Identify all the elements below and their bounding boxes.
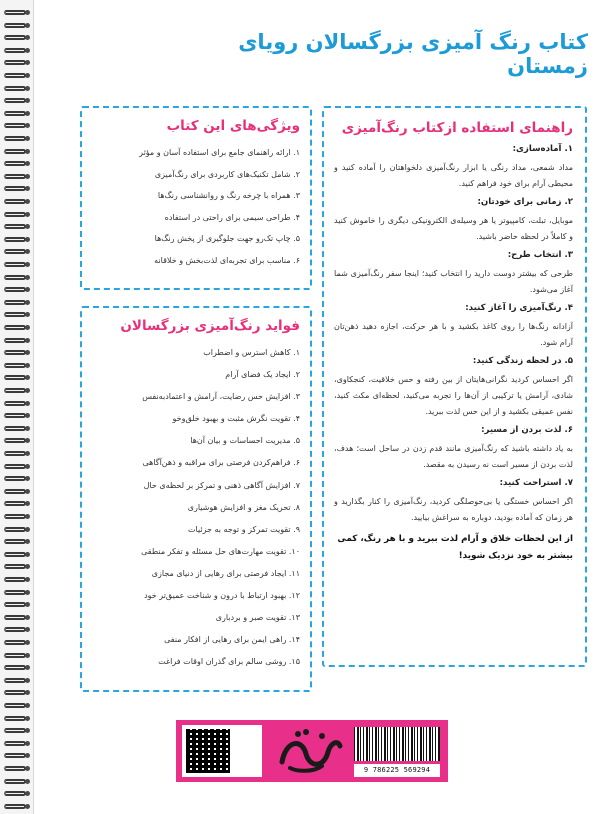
guide-step (334, 356, 573, 420)
guide-step-body: موبایل، تبلت، کامپیوتر یا هر وسیله‌ی الکترونیکی دیگری را خاموش کنید و کاملاً در لحظه حاضر باشید. (334, 216, 573, 241)
guide-step (334, 144, 573, 192)
list-item: ۶. مناسب برای تجربه‌ای لذت‌بخش و خلاقانه (154, 255, 300, 265)
spiral-coil (4, 222, 30, 231)
spiral-coil (4, 562, 30, 571)
spiral-coil (4, 134, 30, 143)
spiral-coil (4, 588, 30, 597)
guide-step-heading: ۲. زمانی برای خودتان: (477, 197, 573, 207)
page-title: کتاب رنگ آمیزی بزرگسالان رویای زمستان (238, 30, 588, 78)
spiral-coil (4, 764, 30, 773)
spiral-coil (4, 210, 30, 219)
spiral-coil (4, 474, 30, 483)
list-item: ۵. مدیریت احساسات و بیان آن‌ها (190, 436, 300, 446)
spiral-coil (4, 310, 30, 319)
spiral-coil (4, 525, 30, 534)
guide-step-body: طرحی که بیشتر دوست دارید را انتخاب کنید؛ اینجا سفر رنگ‌آمیزی شما آغاز می‌شود. (334, 269, 573, 294)
qr-code-area (182, 725, 262, 777)
list-item: ۴. تقویت نگرش مثبت و بهبود خلق‌و‌خو (172, 414, 300, 424)
list-item: ۱۰. تقویت مهارت‌های حل مسئله و تفکر منطقی (141, 546, 300, 556)
guide-box (322, 106, 587, 667)
spiral-coil (4, 499, 30, 508)
spiral-coil (4, 638, 30, 647)
isbn-number: 9 786225 569294 (354, 764, 440, 777)
list-item: ۸. تحریک مغز و افزایش هوشیاری (187, 502, 300, 512)
benefits-title: فواید رنگ‌آمیزی بزرگسالان (120, 318, 300, 334)
spiral-coil (4, 8, 30, 17)
spiral-coil (4, 323, 30, 332)
spiral-coil (4, 701, 30, 710)
features-box (80, 106, 312, 290)
spiral-coil (4, 688, 30, 697)
spiral-coil (4, 676, 30, 685)
spiral-coil (4, 726, 30, 735)
publisher-strip (176, 720, 448, 782)
guide-step-heading: ۱. آماده‌سازی: (512, 144, 573, 154)
list-item: ۱۱. ایجاد فرصتی برای رهایی از دنیای مجازی (151, 568, 300, 578)
spiral-coil (4, 600, 30, 609)
list-item: ۶. فراهم‌کردن فرصتی برای مراقبه و ذهن‌آگاهی (142, 458, 300, 468)
spiral-coil (4, 487, 30, 496)
spiral-coil (4, 336, 30, 345)
guide-step (334, 425, 573, 473)
spiral-coil (4, 197, 30, 206)
list-item: ۱۳. تقویت صبر و بردباری (215, 613, 300, 623)
list-item: ۲. شامل تکنیک‌های کاربردی برای رنگ‌آمیزی (154, 169, 300, 179)
guide-step (334, 303, 573, 351)
spiral-coil (4, 361, 30, 370)
spiral-coil (4, 84, 30, 93)
spiral-coil (4, 663, 30, 672)
guide-step-body: مداد شمعی، مداد رنگی یا ابزار رنگ‌آمیزی دلخواهتان را آماده کنید و محیطی آرام برای خود فراهم کنید. (334, 163, 573, 188)
spiral-binding (0, 0, 34, 814)
benefits-box (80, 306, 312, 692)
list-item: ۱۴. راهی ایمن برای رهایی از افکار منفی (164, 635, 300, 645)
spiral-coil (4, 273, 30, 282)
qr-code-side-panel (234, 731, 258, 771)
guide-step (334, 250, 573, 298)
spiral-coil (4, 46, 30, 55)
features-title: ویژگی‌های این کتاب (166, 118, 300, 134)
guide-step (334, 197, 573, 245)
spiral-coil (4, 260, 30, 269)
qr-code-icon (186, 729, 230, 773)
list-item: ۹. تقویت تمرکز و توجه به جزئیات (187, 524, 300, 534)
spiral-coil (4, 789, 30, 798)
guide-step-heading: ۶. لذت بردن از مسیر: (481, 425, 573, 435)
spiral-coil (4, 109, 30, 118)
guide-step-body: به یاد داشته باشید که رنگ‌آمیزی مانند قدم زدن در ساحل است؛ هدف، لذت بردن از مسیر است نه رسیدن به مقصد. (334, 444, 573, 469)
spiral-coil (4, 373, 30, 382)
guide-step-heading: ۷. استراحت کنید: (499, 478, 573, 488)
spiral-coil (4, 575, 30, 584)
guide-step-body: آزادانه رنگ‌ها را روی کاغذ بکشید و با هر حرکت، اجازه دهید ذهن‌تان آرام شود. (334, 322, 573, 347)
spiral-coil (4, 33, 30, 42)
list-item: ۳. افزایش حس رضایت، آرامش و اعتماد‌به‌نفس (142, 392, 300, 402)
guide-step-body: اگر احساس کردید نگرانی‌هایتان از بین رفته و حس خلاقیت، کنجکاوی، شادی، آرامش یا ترکیبی از آن‌ها را تجربه می‌کنید، لحظه‌ای مکث کنید، نفس عمیقی بکشید و از این حس لذت ببرید. (334, 375, 573, 416)
spiral-coil (4, 537, 30, 546)
list-item: ۵. چاپ تک‌رو جهت جلوگیری از پخش رنگ‌ها (154, 234, 300, 243)
spiral-coil (4, 613, 30, 622)
list-item: ۲. ایجاد یک فضای آرام (225, 370, 300, 380)
spiral-coil (4, 802, 30, 811)
spiral-coil (4, 121, 30, 130)
spiral-coil (4, 184, 30, 193)
spiral-coil (4, 777, 30, 786)
guide-closing: از این لحظات خلاق و آرام لذت ببرید و با هر رنگ، کمی بیشتر به خود نزدیک شوید! (337, 534, 573, 561)
guide-step-heading: ۳. انتخاب طرح: (507, 250, 573, 260)
spiral-coil (4, 449, 30, 458)
spiral-coil (4, 462, 30, 471)
spiral-coil (4, 96, 30, 105)
spiral-coil (4, 348, 30, 357)
spiral-coil (4, 751, 30, 760)
spiral-coil (4, 235, 30, 244)
spiral-coil (4, 298, 30, 307)
spiral-coil (4, 436, 30, 445)
barcode-icon (354, 727, 440, 761)
guide-title: راهنمای استفاده ازکتاب رنگ‌آمیزی (341, 120, 573, 136)
spiral-coil (4, 285, 30, 294)
spiral-coil (4, 714, 30, 723)
guide-steps (334, 144, 573, 526)
spiral-coil (4, 651, 30, 660)
spiral-coil (4, 739, 30, 748)
spiral-coil (4, 411, 30, 420)
spiral-coil (4, 247, 30, 256)
list-item: ۳. همراه با چرخه رنگ و روانشناسی رنگ‌ها (157, 191, 300, 200)
publisher-logo (276, 724, 346, 776)
guide-step-heading: ۵. در لحظه زندگی کنید: (472, 356, 573, 366)
list-item: ۱۵. روشی سالم برای گذران اوقات فراغت (158, 657, 300, 667)
spiral-coil (4, 550, 30, 559)
guide-step-heading: ۴. رنگ‌آمیزی را آغاز کنید: (465, 303, 573, 313)
spiral-coil (4, 21, 30, 30)
list-item: ۷. افزایش آگاهی ذهنی و تمرکز بر لحظه‌ی حال (143, 480, 300, 490)
spiral-coil (4, 147, 30, 156)
spiral-coil (4, 424, 30, 433)
spiral-coil (4, 512, 30, 521)
spiral-coil (4, 399, 30, 408)
list-item: ۱. ارائه راهنمای جامع برای استفاده آسان و مؤثر (139, 148, 300, 157)
list-item: ۱۲. بهبود ارتباط با درون و شناخت عمیق‌تر خود (144, 591, 300, 601)
list-item: ۴. طراحی سیمی برای راحتی در استفاده (164, 212, 300, 222)
spiral-coil (4, 625, 30, 634)
guide-step (334, 478, 573, 526)
spiral-coil (4, 159, 30, 168)
spiral-coil (4, 58, 30, 67)
spiral-coil (4, 172, 30, 181)
guide-step-body: اگر احساس خستگی یا بی‌حوصلگی کردید، رنگ‌آمیزی را کنار بگذارید و هر زمان که آماده بودید، دوباره به سراغش بیایید. (334, 497, 573, 522)
spiral-coil (4, 71, 30, 80)
list-item: ۱. کاهش استرس و اضطراب (203, 348, 300, 357)
spiral-coil (4, 386, 30, 395)
